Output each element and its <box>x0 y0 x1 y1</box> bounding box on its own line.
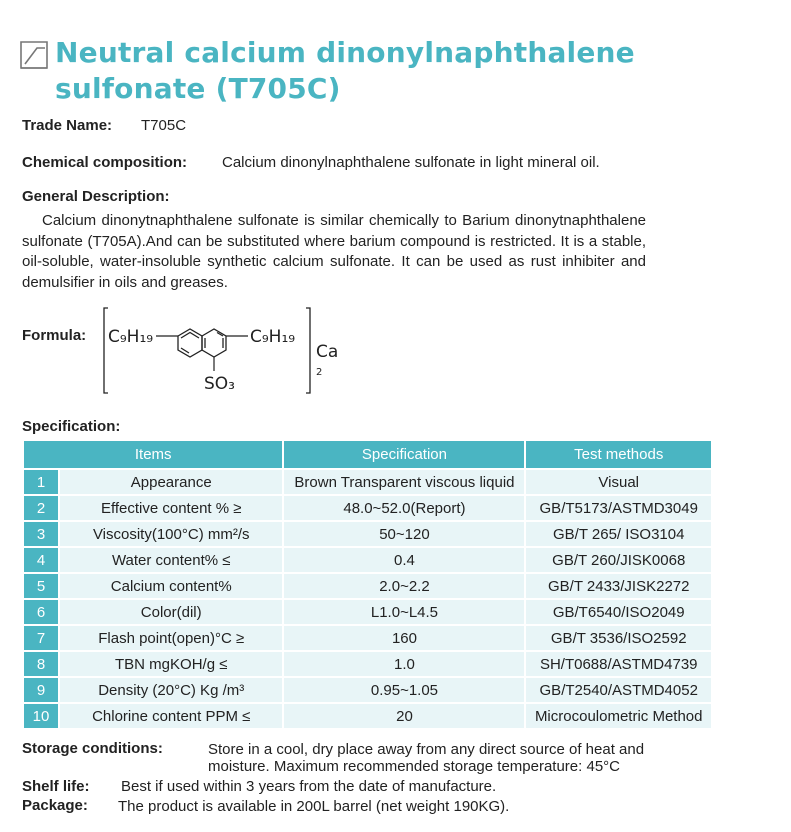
substituent-left: C₉H₁₉ <box>108 327 154 347</box>
row-item: Effective content % ≥ <box>60 496 282 520</box>
row-number: 10 <box>24 704 58 728</box>
row-item: Chlorine content PPM ≤ <box>60 704 282 728</box>
page-title <box>55 35 775 107</box>
general-description-text <box>22 211 646 293</box>
trade-name-label: Trade Name: <box>22 117 113 134</box>
row-spec: 0.95~1.05 <box>284 678 524 702</box>
storage-label: Storage conditions: <box>22 740 163 757</box>
row-method: Visual <box>526 470 711 494</box>
row-item: Density (20°C) Kg /m³ <box>60 678 282 702</box>
table-header-row <box>24 441 711 468</box>
document-corner-icon <box>19 40 49 70</box>
row-method: GB/T5173/ASTMD3049 <box>526 496 711 520</box>
row-spec: L1.0~L4.5 <box>284 600 524 624</box>
table-row <box>24 600 711 624</box>
specification-table <box>22 439 713 730</box>
general-description-body: Calcium dinonytnaphthalene sulfonate is similar chemically to Barium dinonytnaphthalene sulfonate (T705A).And can be substituted where barium compound is restricted. It is a stable, oil-soluble, water-insoluble synthetic calcium sulfonate. It can be used as rust inhibiter and demulsifier in oils and greases. <box>22 212 646 291</box>
naphthalene-rings <box>178 329 226 357</box>
right-bracket <box>306 308 310 393</box>
row-spec: 50~120 <box>284 522 524 546</box>
substituent-right: C₉H₁₉ <box>250 327 296 347</box>
row-method: GB/T 3536/ISO2592 <box>526 626 711 650</box>
table-row <box>24 678 711 702</box>
title-line-1: Neutral calcium dinonylnaphthalene <box>55 36 635 69</box>
left-bracket <box>104 308 108 393</box>
storage-line-2: moisture. Maximum recommended storage temperature: 45°C <box>208 758 620 775</box>
row-number: 7 <box>24 626 58 650</box>
shelf-life-value: Best if used within 3 years from the date of manufacture. <box>121 778 497 795</box>
row-item: Viscosity(100°C) mm²/s <box>60 522 282 546</box>
row-method: GB/T2540/ASTMD4052 <box>526 678 711 702</box>
metal-calcium: Ca <box>316 342 339 362</box>
chemical-composition-value: Calcium dinonylnaphthalene sulfonate in light mineral oil. <box>222 154 600 171</box>
row-number: 5 <box>24 574 58 598</box>
formula-label: Formula: <box>22 327 87 344</box>
table-row <box>24 548 711 572</box>
row-number: 2 <box>24 496 58 520</box>
row-item: Flash point(open)°C ≥ <box>60 626 282 650</box>
row-spec: 160 <box>284 626 524 650</box>
storage-line-1: Store in a cool, dry place away from any direct source of heat and <box>208 741 645 758</box>
table-row <box>24 496 711 520</box>
title-line-2: sulfonate (T705C) <box>55 72 341 105</box>
table-row <box>24 470 711 494</box>
row-number: 9 <box>24 678 58 702</box>
table-row <box>24 704 711 728</box>
row-method: GB/T 260/JISK0068 <box>526 548 711 572</box>
sulfonate-group: SO₃ <box>204 374 235 394</box>
header-test-methods: Test methods <box>526 441 711 468</box>
row-item: TBN mgKOH/g ≤ <box>60 652 282 676</box>
row-spec: 1.0 <box>284 652 524 676</box>
row-item: Calcium content% <box>60 574 282 598</box>
row-method: SH/T0688/ASTMD4739 <box>526 652 711 676</box>
row-method: Microcoulometric Method <box>526 704 711 728</box>
row-item: Appearance <box>60 470 282 494</box>
trade-name-value: T705C <box>141 117 187 134</box>
package-label: Package: <box>22 797 88 814</box>
row-spec: 2.0~2.2 <box>284 574 524 598</box>
shelf-life-label: Shelf life: <box>22 778 90 795</box>
row-item: Color(dil) <box>60 600 282 624</box>
table-row <box>24 626 711 650</box>
table-row <box>24 574 711 598</box>
table-row <box>24 652 711 676</box>
bracket-subscript: 2 <box>316 367 323 378</box>
row-method: GB/T 265/ ISO3104 <box>526 522 711 546</box>
row-number: 3 <box>24 522 58 546</box>
row-number: 8 <box>24 652 58 676</box>
table-row <box>24 522 711 546</box>
header-specification: Specification <box>284 441 524 468</box>
row-spec: 20 <box>284 704 524 728</box>
row-method: GB/T6540/ISO2049 <box>526 600 711 624</box>
row-method: GB/T 2433/JISK2272 <box>526 574 711 598</box>
row-number: 1 <box>24 470 58 494</box>
formula-structure <box>100 305 360 397</box>
row-spec: 48.0~52.0(Report) <box>284 496 524 520</box>
chemical-composition-label: Chemical composition: <box>22 154 188 171</box>
general-description-label: General Description: <box>22 188 170 205</box>
storage-text <box>208 741 644 775</box>
header-items: Items <box>24 441 282 468</box>
row-spec: 0.4 <box>284 548 524 572</box>
package-value: The product is available in 200L barrel (net weight 190KG). <box>118 798 510 815</box>
row-number: 6 <box>24 600 58 624</box>
row-item: Water content% ≤ <box>60 548 282 572</box>
specification-label: Specification: <box>22 418 121 435</box>
row-spec: Brown Transparent viscous liquid <box>284 470 524 494</box>
row-number: 4 <box>24 548 58 572</box>
